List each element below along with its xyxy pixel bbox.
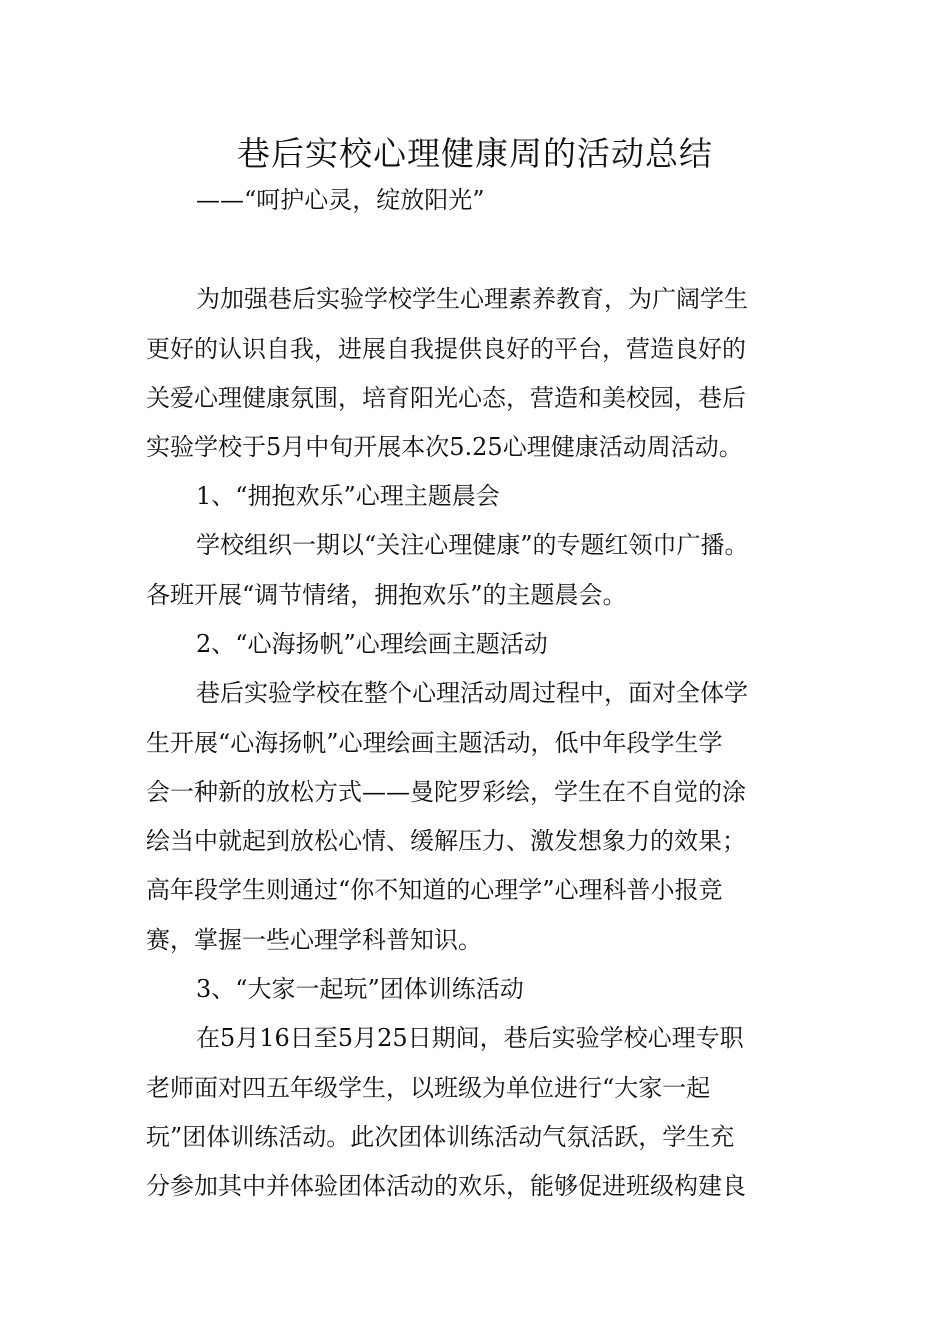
paragraph-line: 玩”团体训练活动。此次团体训练活动气氛活跃，学生充 (146, 1123, 735, 1151)
paragraph-line: 各班开展“调节情绪，拥抱欢乐”的主题晨会。 (146, 581, 627, 609)
paragraph-line: 赛，掌握一些心理学科普知识。 (146, 926, 482, 954)
paragraph-line: 关爱心理健康氛围，培育阳光心态，营造和美校园，巷后 (146, 384, 746, 412)
paragraph-line: 在5月16日至5月25日期间，巷后实验学校心理专职 (196, 1024, 744, 1052)
paragraph-line: 实验学校于5月中旬开展本次5.25心理健康活动周活动。 (146, 433, 743, 461)
paragraph-line: 更好的认识自我，进展自我提供良好的平台，营造良好的 (146, 335, 746, 363)
paragraph-line: 生开展“心海扬帆”心理绘画主题活动，低中年段学生学 (146, 729, 723, 757)
section-heading: 3、“大家一起玩”团体训练活动 (196, 975, 524, 1003)
paragraph-line: 分参加其中并体验团体活动的欢乐，能够促进班级构建良 (146, 1172, 746, 1200)
paragraph-line: 学校组织一期以“关注心理健康”的专题红领巾广播。 (196, 531, 749, 559)
document-subtitle: ——“呵护心灵，绽放阳光” (196, 186, 485, 214)
paragraph-line: 绘当中就起到放松心情、缓解压力、激发想象力的效果； (146, 827, 746, 855)
section-heading: 1、“拥抱欢乐”心理主题晨会 (196, 482, 500, 510)
paragraph-line: 为加强巷后实验学校学生心理素养教育，为广阔学生 (196, 285, 748, 313)
paragraph-line: 老师面对四五年级学生，以班级为单位进行“大家一起 (146, 1074, 711, 1102)
paragraph-line: 巷后实验学校在整个心理活动周过程中，面对全体学 (196, 679, 748, 707)
section-heading: 2、“心海扬帆”心理绘画主题活动 (196, 630, 548, 658)
paragraph-line: 会一种新的放松方式——曼陀罗彩绘，学生在不自觉的涂 (146, 778, 746, 806)
paragraph-line: 高年段学生则通过“你不知道的心理学”心理科普小报竞 (146, 876, 723, 904)
document-title: 巷后实校心理健康周的活动总结 (237, 134, 713, 173)
